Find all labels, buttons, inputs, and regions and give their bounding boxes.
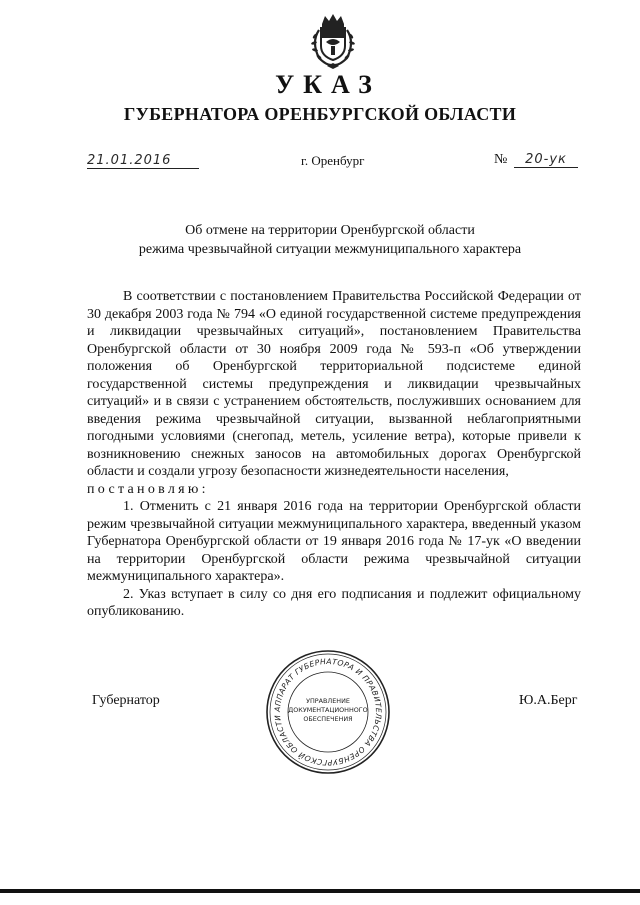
- signatory-role: Губернатор: [92, 693, 160, 708]
- stamp-center-line: УПРАВЛЕНИЕ: [306, 697, 350, 705]
- decree-word: постановляю:: [87, 481, 209, 497]
- decree-item-2: 2. Указ вступает в силу со дня его подписания и подлежит официальному опубликованию.: [87, 586, 581, 619]
- document-heading: [100, 221, 560, 259]
- stamp-center-line: ОБЕСПЕЧЕНИЯ: [303, 715, 353, 723]
- preamble-paragraph: В соответствии с постановлением Правительства Российской Федерации от 30 декабря 2003 года № 794 «О единой государственной системе предупреждения и ликвидации чрезвычайных ситуаций», постановлением Правительства Оренбургской области от 30 ноября 2009 года № 593-п «Об утверждении положения об Оренбургской территориальной подсистеме единой государственной системы предупреждения и ликвидации чрезвычайных ситуаций» и в связи с устранением обстоятельств, послуживших основанием для введения режима чрезвычайной ситуации, вызванной неблагоприятными погодными условиями (снегопад, метель, усиление ветра), которые привели к возникновению снежных заносов на автомобильных дорогах Оренбургской области и создали угрозу безопасности жизнедеятельности населения,: [87, 289, 581, 479]
- document-number-label: №: [494, 152, 508, 167]
- coat-of-arms-emblem-icon: [305, 12, 361, 70]
- document-city: г. Оренбург: [301, 153, 365, 168]
- signatory-name: Ю.А.Берг: [519, 693, 578, 708]
- decree-item-1: 1. Отменить с 21 января 2016 года на территории Оренбургской области режим чрезвычайной ситуации межмуниципального характера, введенный указом Губернатора Оренбургской области от 19 января 2016 года № 17-ук «О введении на территории Оренбургской области режима чрезвычайной ситуации межмуниципального характера».: [87, 499, 581, 584]
- document-body: [87, 288, 581, 621]
- heading-line: Об отмене на территории Оренбургской области: [185, 223, 475, 238]
- bottom-rule: [0, 889, 640, 893]
- official-stamp: [264, 648, 392, 776]
- stamp-ring-text: АППАРАТ ГУБЕРНАТОРА И ПРАВИТЕЛЬСТВА ОРЕНБУРГСКОЙ ОБЛАСТИ: [272, 656, 384, 768]
- document-number: 20-ук: [514, 152, 578, 168]
- document-subtitle: ГУБЕРНАТОРА ОРЕНБУРГСКОЙ ОБЛАСТИ: [123, 104, 517, 124]
- heading-line: режима чрезвычайной ситуации межмуниципального характера: [138, 242, 522, 257]
- document-date: 21.01.2016: [87, 153, 199, 169]
- stamp-center-line: ДОКУМЕНТАЦИОННОГО: [288, 706, 368, 714]
- document-title: УКАЗ: [275, 70, 381, 99]
